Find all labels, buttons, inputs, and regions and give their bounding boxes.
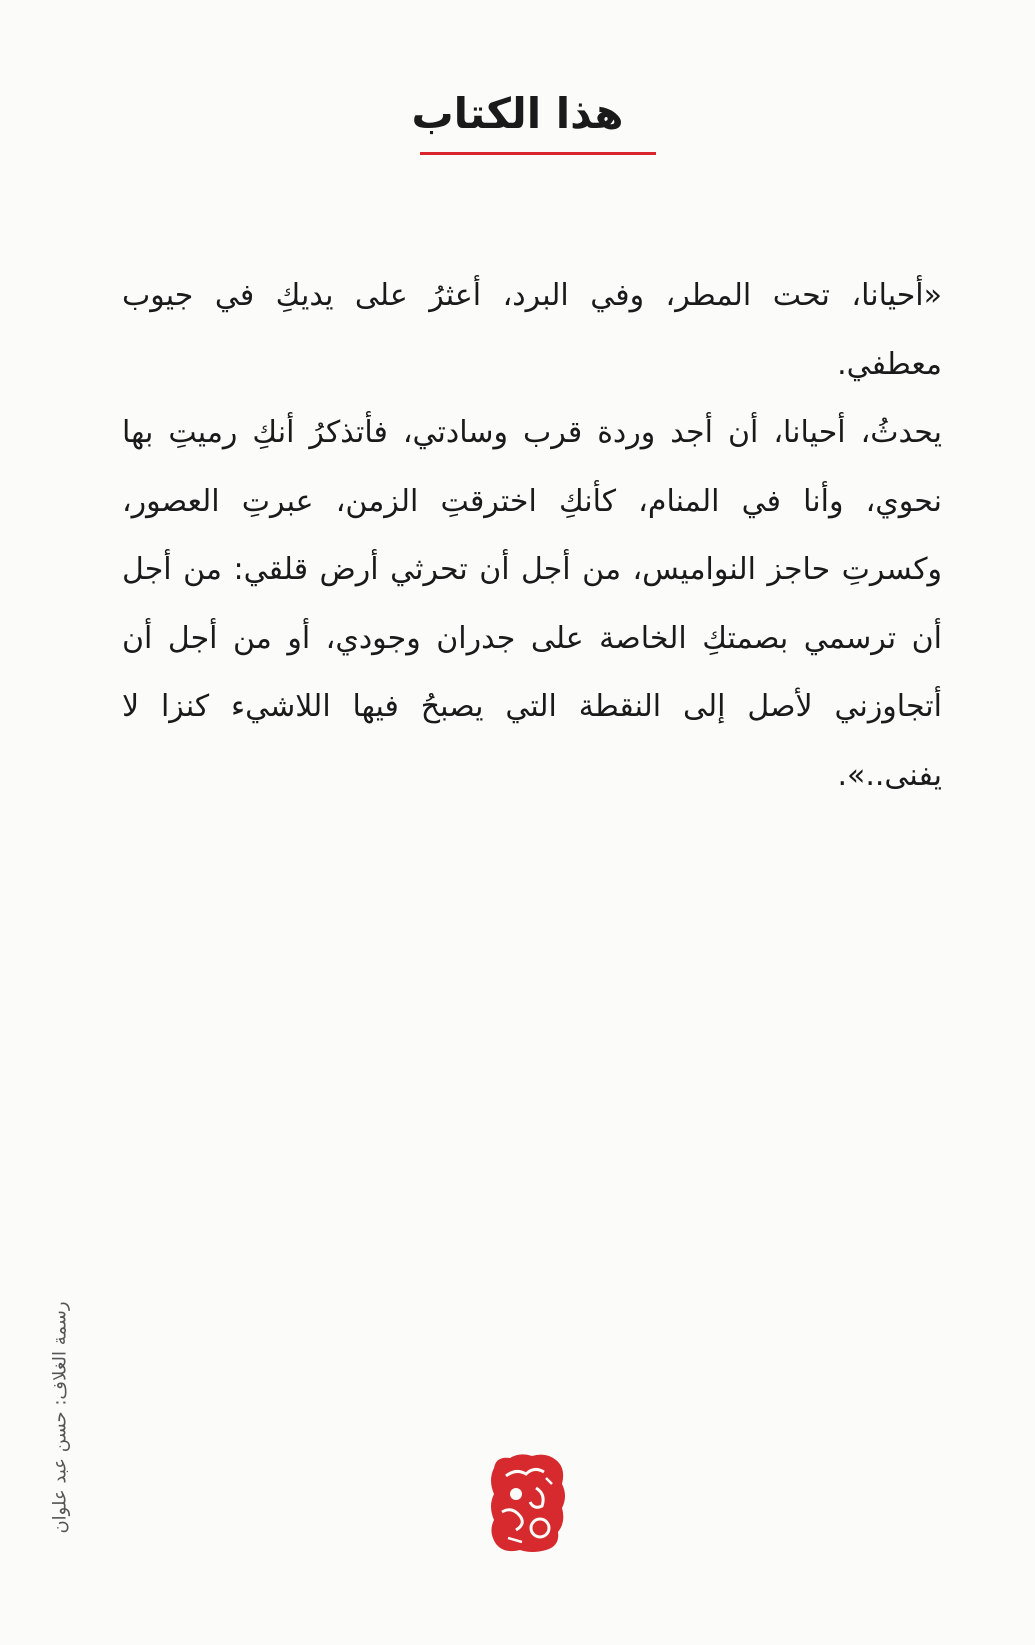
cover-credit-text: رسمة الغلاف: حسن عبد علوان (49, 1300, 71, 1534)
publisher-stamp-icon (486, 1450, 568, 1555)
blurb-paragraph: «أحيانا، تحت المطر، وفي البرد، أعثرُ على يديكِ في جيوب معطفي. (122, 278, 942, 382)
blurb-text (122, 262, 942, 810)
cover-credit (40, 1287, 80, 1547)
page-title: هذا الكتاب (411, 89, 624, 138)
title-underline (420, 152, 656, 155)
blurb-paragraph: يحدثُ، أحيانا، أن أجد وردة قرب وسادتي، فأتذكرُ أنكِ رميتِ بها نحوي، وأنا في المنام، كأنكِ اخترقتِ الزمن، عبرتِ العصور، وكسرتِ حاجز النواميس، من أجل أن تحرثي أرض قلقي: من أجل أن ترسمي بصمتكِ الخاصة على جدران وجودي، أو من أجل أن أتجاوزني لأصل إلى النقطة التي يصبحُ فيها اللاشيء كنزا لا يفنى..». (122, 415, 942, 793)
